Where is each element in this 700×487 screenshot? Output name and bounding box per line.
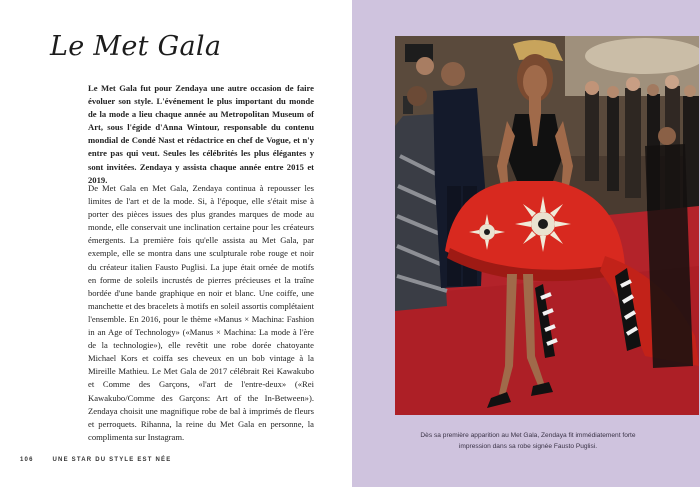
met-gala-photo bbox=[395, 36, 699, 415]
running-title: UNE STAR DU STYLE EST NÉE bbox=[52, 457, 172, 463]
photo-caption: Dès sa première apparition au Met Gala, Zendaya fit immédiatement forte impression dans sa robe signée Fausto Puglisi. bbox=[420, 432, 636, 450]
page-number: 106 bbox=[20, 457, 34, 463]
body-paragraph: De Met Gala en Met Gala, Zendaya continua à repousser les limites de l'art et de la mode. Si, à l'époque, elle s'était mise à porter des pièces issues des plus grandes marques de mode au monde, elle conservait une inclination certaine pour les créateurs émergents. La première fois qu'elle assista au Met Gala, par exemple, elle se montra dans une sculpturale robe rouge et noir du créateur italien Fausto Puglisi. La jupe était ornée de motifs en forme de soleils incrustés de pierres précieuses et la traîne bordée d'une bande graphique en noir et blanc. Une coiffe, une manchette et des bracelets à motifs en soleil assortis complétaient l'ensemble. En 2016, pour le thème «Manus × Machina: Fashion in an Age of Technology» («Manus × Machina: La mode à l'ère de la technologie»), elle revêtit une robe dorée chatoyante Michael Kors et coiffa ses cheveux en un bob vintage à la Mireille Mathieu. Le Met Gala de 2017 célébrait Rei Kawakubo et Comme des Garçons, «l'art de l'entre-deux» («Rei Kawakubo/Comme des Garçons: Art of the In-Between»). Zendaya choisit une magnifique robe de bal à imprimés de fleurs et perroquets. Rihanna, la reine du Met Gala en personne, la complimenta sur Instagram. bbox=[88, 183, 314, 442]
page-title: Le Met Gala bbox=[50, 31, 222, 62]
intro-paragraph: Le Met Gala fut pour Zendaya une autre occasion de faire évoluer son style. L'événement le plus important du monde de la mode a lieu chaque année au Metropolitan Museum of Art, sous l'égide d'Anna Wintour, responsable du contenu mondial de Condé Nast et rédactrice en chef de Vogue, et n'y entre pas qui veut. Seules les célébrités les plus élégantes y sont invitées. Zendaya y assista chaque année entre 2015 et 2019. bbox=[88, 83, 314, 185]
page-footer bbox=[20, 457, 171, 463]
